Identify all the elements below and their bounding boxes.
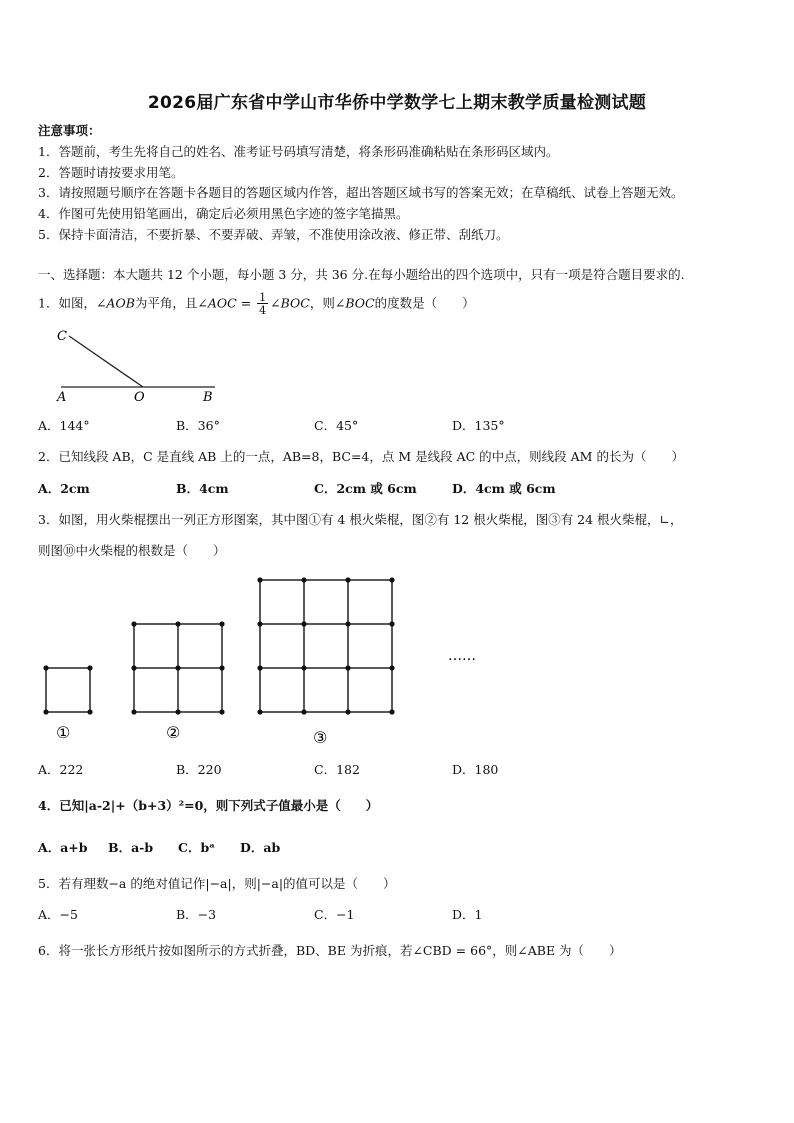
q5-option-d: D．1 (452, 907, 483, 922)
match-head-dot (389, 621, 394, 626)
match-head-dot (345, 709, 350, 714)
figure-label-3: ③ (313, 728, 328, 747)
match-head-dot (131, 621, 136, 626)
q1-text: 为平角，且 (134, 295, 198, 311)
q3-option-b: B．220 (176, 762, 222, 777)
match-head-dot (87, 709, 92, 714)
page-title: 2026届广东省中学山市华侨中学数学七上期末教学质量检测试题 (147, 93, 647, 113)
match-head-dot (301, 577, 306, 582)
q2-option-b: B．4cm (176, 481, 229, 496)
figure-label-1: ① (56, 723, 71, 742)
fraction-numerator: 1 (259, 291, 267, 304)
match-head-dot (175, 621, 180, 626)
label-a: A (57, 390, 67, 405)
equals-sign: = (236, 295, 256, 311)
q5-option-a: A．−5 (38, 907, 78, 922)
q4-option-a: A．a+b (38, 840, 88, 855)
q2-option-c: C．2cm 或 6cm (314, 481, 417, 496)
match-head-dot (389, 665, 394, 670)
match-head-dot (345, 577, 350, 582)
angle-aoc: ∠AOC (197, 295, 237, 311)
match-head-dot (43, 665, 48, 670)
q1-option-c: C．45° (314, 418, 359, 433)
q2-option-d: D．4cm 或 6cm (452, 481, 556, 496)
q1-option-b: B．36° (176, 418, 220, 433)
question-2: 2．已知线段 AB，C 是直线 AB 上的一点，AB=8，BC=4，点 M 是线段 AC 的中点，则线段 AM 的长为（ ） (38, 449, 684, 464)
match-head-dot (257, 577, 262, 582)
q1-text: ，则 (309, 295, 335, 311)
match-head-dot (219, 709, 224, 714)
q1-figure (55, 325, 225, 405)
match-head-dot (345, 665, 350, 670)
ray-oc (69, 336, 143, 387)
q3-option-d: D．180 (452, 762, 499, 777)
match-head-dot (257, 665, 262, 670)
q4-option-d: D．ab (240, 840, 281, 855)
q3-figure (38, 572, 498, 752)
match-head-dot (389, 709, 394, 714)
question-6: 6．将一张长方形纸片按如图所示的方式折叠，BD、BE 为折痕，若∠CBD = 66°，则∠ABE 为（ ） (38, 943, 622, 958)
matchstick-grids (43, 577, 394, 714)
question-5: 5．若有理数−a 的绝对值记作|−a|，则|−a|的值可以是（ ） (38, 876, 396, 891)
q4-option-c: C．bᵃ (178, 840, 216, 855)
match-head-dot (175, 665, 180, 670)
q4-option-b: B．a-b (108, 840, 154, 855)
match-head-dot (175, 709, 180, 714)
match-head-dot (87, 665, 92, 670)
label-c: C (57, 329, 67, 344)
notice-heading: 注意事项： (38, 123, 101, 138)
figure-label-2: ② (166, 723, 181, 742)
notice-item: 3．请按照题号顺序在答题卡各题目的答题区域内作答，超出答题区域书写的答案无效；在草稿纸、试卷上答题无效。 (38, 185, 684, 200)
question-3-line2: 则图⑩中火柴棍的根数是（ ） (38, 543, 226, 558)
match-head-dot (389, 577, 394, 582)
fraction (257, 292, 268, 316)
notice-item: 4．作图可先使用铅笔画出，确定后必须用黑色字迹的签字笔描黑。 (38, 206, 409, 221)
section-heading: 一、选择题：本大题共 12 个小题，每小题 3 分，共 36 分.在每小题给出的四个选项中，只有一项是符合题目要求的. (38, 267, 685, 282)
notice-item: 2．答题时请按要求用笔。 (38, 165, 184, 180)
q1-suffix: 的度数是（ ） (374, 295, 475, 311)
q3-option-a: A．222 (38, 762, 84, 777)
match-head-dot (301, 709, 306, 714)
match-head-dot (219, 621, 224, 626)
ellipsis: …… (448, 648, 476, 664)
notice-item: 5．保持卡面清洁，不要折暴、不要弄破、弄皱，不准使用涂改液、修正带、刮纸刀。 (38, 227, 509, 242)
match-head-dot (219, 665, 224, 670)
question-1 (38, 292, 475, 316)
q5-option-c: C．−1 (314, 907, 355, 922)
match-head-dot (131, 665, 136, 670)
q1-option-d: D．135° (452, 418, 505, 433)
angle-boc: ∠BOC (334, 295, 375, 311)
q3-option-c: C．182 (314, 762, 360, 777)
question-4: 4．已知|a-2|+（b+3）²=0，则下列式子值最小是（ ） (38, 798, 379, 813)
match-head-dot (257, 621, 262, 626)
label-b: B (203, 390, 213, 405)
match-head-dot (43, 709, 48, 714)
q2-option-a: A．2cm (38, 481, 90, 496)
q1-prefix: 1．如图， (38, 295, 96, 311)
match-head-dot (301, 621, 306, 626)
q1-option-a: A．144° (38, 418, 90, 433)
match-head-dot (257, 709, 262, 714)
match-head-dot (301, 665, 306, 670)
angle-aob: ∠AOB (95, 295, 135, 311)
match-head-dot (345, 621, 350, 626)
match-head-dot (131, 709, 136, 714)
label-o: O (134, 390, 145, 405)
question-3-line1: 3．如图，用火柴棍摆出一列正方形图案，其中图①有 4 根火柴棍，图②有 12 根火柴棍，图③有 24 根火柴棍，∟， (38, 512, 683, 527)
notice-item: 1．答题前，考生先将自己的姓名、准考证号码填写清楚，将条形码准确粘贴在条形码区域内。 (38, 144, 559, 159)
fraction-denominator: 4 (259, 304, 267, 317)
angle-boc: ∠BOC (270, 295, 310, 311)
q5-option-b: B．−3 (176, 907, 217, 922)
